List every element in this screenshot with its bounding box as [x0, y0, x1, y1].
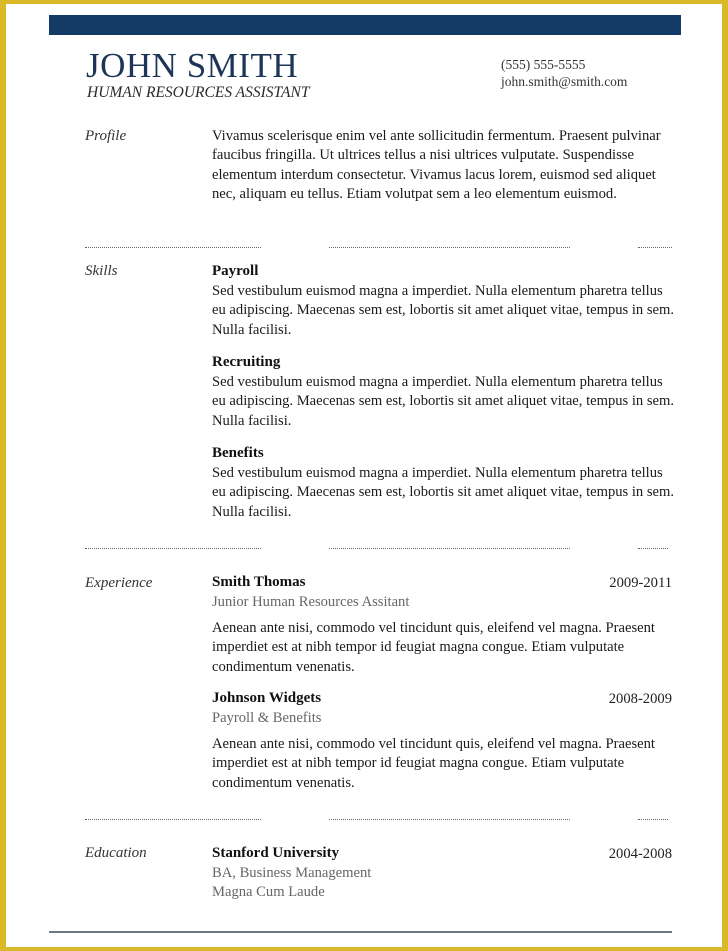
job-role: Payroll & Benefits	[212, 710, 322, 726]
footer-rule	[49, 931, 672, 933]
header-accent-bar	[49, 15, 681, 35]
skill-description: Sed vestibulum euismod magna a imperdiet. Nulla elementum pharetra tellus eu adipiscing. Maecenas sem est, lobortis sit amet aliquet vitae, tempus in sem. Nulla facilisi.	[212, 283, 675, 338]
candidate-name: JOHN SMITH	[86, 46, 299, 85]
candidate-job-title: HUMAN RESOURCES ASSISTANT	[87, 84, 310, 101]
skill-title: Recruiting	[212, 354, 281, 370]
section-label-education: Education	[85, 845, 147, 861]
job-role: Junior Human Resources Assitant	[212, 594, 410, 610]
honors: Magna Cum Laude	[212, 884, 325, 900]
section-divider	[85, 819, 675, 822]
section-label-experience: Experience	[85, 575, 153, 591]
phone-number: (555) 555-5555	[501, 57, 586, 72]
skill-title: Payroll	[212, 263, 259, 279]
school-name: Stanford University	[212, 845, 340, 861]
education-dates: 2004-2008	[608, 846, 672, 862]
company-name: Smith Thomas	[212, 574, 306, 590]
job-description: Aenean ante nisi, commodo vel tincidunt quis, eleifend vel magna. Praesent imperdiet est at nibh tempor id feugiat magna congue. Etiam vulputate condimentum venenatis.	[212, 736, 655, 791]
resume-page	[6, 4, 722, 947]
contact-block	[501, 56, 627, 90]
employment-dates: 2009-2011	[609, 575, 672, 591]
skill-title: Benefits	[212, 445, 264, 461]
section-divider	[85, 247, 675, 250]
section-label-profile: Profile	[85, 128, 127, 144]
skill-description: Sed vestibulum euismod magna a imperdiet. Nulla elementum pharetra tellus eu adipiscing. Maecenas sem est, lobortis sit amet aliquet vitae, tempus in sem. Nulla facilisi.	[212, 465, 675, 520]
employment-dates: 2008-2009	[608, 691, 672, 707]
degree: BA, Business Management	[212, 865, 372, 881]
profile-text: Vivamus scelerisque enim vel ante sollicitudin fermentum. Praesent pulvinar faucibus fringilla. Ut ultrices tellus a nisi ultrices vulputate. Suspendisse elementum interdum consectetur. Vivamus lacus lorem, euismod sed aliquet nec, aliquam eu tellus. Etiam volutpat sem a leo elementum euismod.	[212, 128, 661, 203]
section-label-skills: Skills	[85, 263, 118, 279]
email-address: john.smith@smith.com	[501, 74, 628, 89]
section-divider	[85, 548, 675, 551]
skill-description: Sed vestibulum euismod magna a imperdiet. Nulla elementum pharetra tellus eu adipiscing. Maecenas sem est, lobortis sit amet aliquet vitae, tempus in sem. Nulla facilisi.	[212, 374, 675, 429]
company-name: Johnson Widgets	[212, 690, 322, 706]
job-description: Aenean ante nisi, commodo vel tincidunt quis, eleifend vel magna. Praesent imperdiet est at nibh tempor id feugiat magna congue. Etiam vulputate condimentum venenatis.	[212, 620, 655, 675]
